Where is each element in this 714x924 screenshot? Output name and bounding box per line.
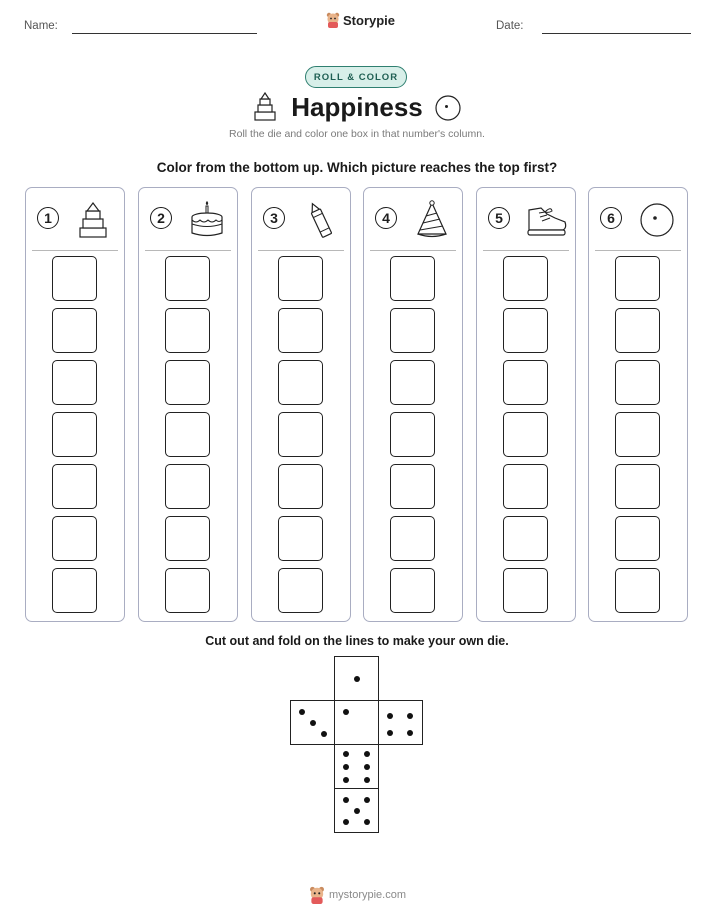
- color-box[interactable]: [390, 256, 435, 301]
- color-box[interactable]: [52, 412, 97, 457]
- die-face-3: [290, 700, 335, 745]
- pip: [343, 819, 349, 825]
- column-divider: [145, 250, 231, 251]
- column-1: [25, 187, 125, 622]
- color-box[interactable]: [615, 412, 660, 457]
- die-face-5: [334, 788, 379, 833]
- page-title: Happiness: [291, 92, 423, 122]
- column-divider: [595, 250, 681, 251]
- pip: [364, 764, 370, 770]
- crayon-icon: [300, 200, 340, 240]
- color-box[interactable]: [165, 568, 210, 613]
- color-box[interactable]: [165, 360, 210, 405]
- color-box[interactable]: [278, 308, 323, 353]
- color-box[interactable]: [278, 412, 323, 457]
- bear-icon: [309, 886, 325, 904]
- pip: [407, 730, 413, 736]
- column-3: [251, 187, 351, 622]
- pip: [343, 764, 349, 770]
- color-box[interactable]: [52, 568, 97, 613]
- die-face-1-center: [334, 700, 379, 745]
- brand-logo: [326, 12, 395, 28]
- die-face-1: [334, 656, 379, 701]
- question-text: Color from the bottom up. Which picture reaches the top first?: [156, 160, 558, 175]
- color-box[interactable]: [52, 308, 97, 353]
- color-box[interactable]: [390, 516, 435, 561]
- column-divider: [258, 250, 344, 251]
- pip: [364, 751, 370, 757]
- color-box[interactable]: [503, 568, 548, 613]
- color-box[interactable]: [278, 256, 323, 301]
- pip: [364, 819, 370, 825]
- color-box[interactable]: [52, 360, 97, 405]
- pip: [387, 730, 393, 736]
- pip: [321, 731, 327, 737]
- pip: [364, 777, 370, 783]
- pip: [343, 709, 349, 715]
- column-number: 4: [375, 207, 397, 229]
- color-box[interactable]: [503, 464, 548, 509]
- column-number: 5: [488, 207, 510, 229]
- color-box[interactable]: [278, 360, 323, 405]
- color-box[interactable]: [615, 464, 660, 509]
- color-box[interactable]: [615, 308, 660, 353]
- column-divider: [32, 250, 118, 251]
- date-label: Date:: [496, 20, 524, 32]
- shoe-icon: [525, 200, 569, 240]
- pip: [310, 720, 316, 726]
- footer-site[interactable]: mystorypie.com: [329, 889, 407, 901]
- name-line[interactable]: [72, 33, 257, 34]
- birthday-cake-icon: [187, 200, 227, 240]
- pip: [343, 797, 349, 803]
- color-box[interactable]: [503, 516, 548, 561]
- die-face-4: [378, 700, 423, 745]
- roll-and-color-badge: ROLL & COLOR: [305, 66, 407, 88]
- column-divider: [370, 250, 456, 251]
- column-number: 3: [263, 207, 285, 229]
- color-box[interactable]: [52, 516, 97, 561]
- color-box[interactable]: [165, 516, 210, 561]
- column-5: [476, 187, 576, 622]
- column-number: 6: [600, 207, 622, 229]
- column-2: [138, 187, 238, 622]
- pip: [343, 777, 349, 783]
- column-6: [588, 187, 688, 622]
- color-box[interactable]: [165, 464, 210, 509]
- pip: [354, 676, 360, 682]
- color-box[interactable]: [52, 464, 97, 509]
- color-box[interactable]: [503, 360, 548, 405]
- pip: [364, 797, 370, 803]
- color-box[interactable]: [390, 568, 435, 613]
- pip: [343, 751, 349, 757]
- button-icon: [637, 200, 677, 240]
- color-box[interactable]: [615, 256, 660, 301]
- color-box[interactable]: [503, 308, 548, 353]
- column-divider: [483, 250, 569, 251]
- color-box[interactable]: [52, 256, 97, 301]
- pip: [407, 713, 413, 719]
- color-box[interactable]: [165, 308, 210, 353]
- stacked-blocks-icon: [74, 200, 114, 240]
- color-box[interactable]: [390, 360, 435, 405]
- pip: [299, 709, 305, 715]
- date-line[interactable]: [542, 33, 691, 34]
- color-box[interactable]: [615, 360, 660, 405]
- color-box[interactable]: [615, 516, 660, 561]
- color-box[interactable]: [390, 464, 435, 509]
- color-box[interactable]: [165, 412, 210, 457]
- pip: [354, 808, 360, 814]
- color-box[interactable]: [278, 516, 323, 561]
- color-box[interactable]: [615, 568, 660, 613]
- cut-instructions: Cut out and fold on the lines to make your own die.: [205, 634, 509, 648]
- color-box[interactable]: [503, 256, 548, 301]
- color-box[interactable]: [390, 308, 435, 353]
- color-box[interactable]: [278, 464, 323, 509]
- color-box[interactable]: [165, 256, 210, 301]
- pip: [387, 713, 393, 719]
- button-icon: [434, 94, 462, 122]
- name-label: Name:: [24, 20, 58, 32]
- bear-icon: [326, 12, 340, 28]
- color-box[interactable]: [278, 568, 323, 613]
- party-hat-icon: [412, 200, 452, 240]
- column-number: 2: [150, 207, 172, 229]
- instructions-text: Roll the die and color one box in that number's column.: [229, 128, 485, 140]
- color-box[interactable]: [390, 412, 435, 457]
- column-number: 1: [37, 207, 59, 229]
- column-4: [363, 187, 463, 622]
- die-face-6: [334, 744, 379, 789]
- footer: [309, 886, 406, 904]
- color-box[interactable]: [503, 412, 548, 457]
- brand-name: Storypie: [343, 12, 396, 28]
